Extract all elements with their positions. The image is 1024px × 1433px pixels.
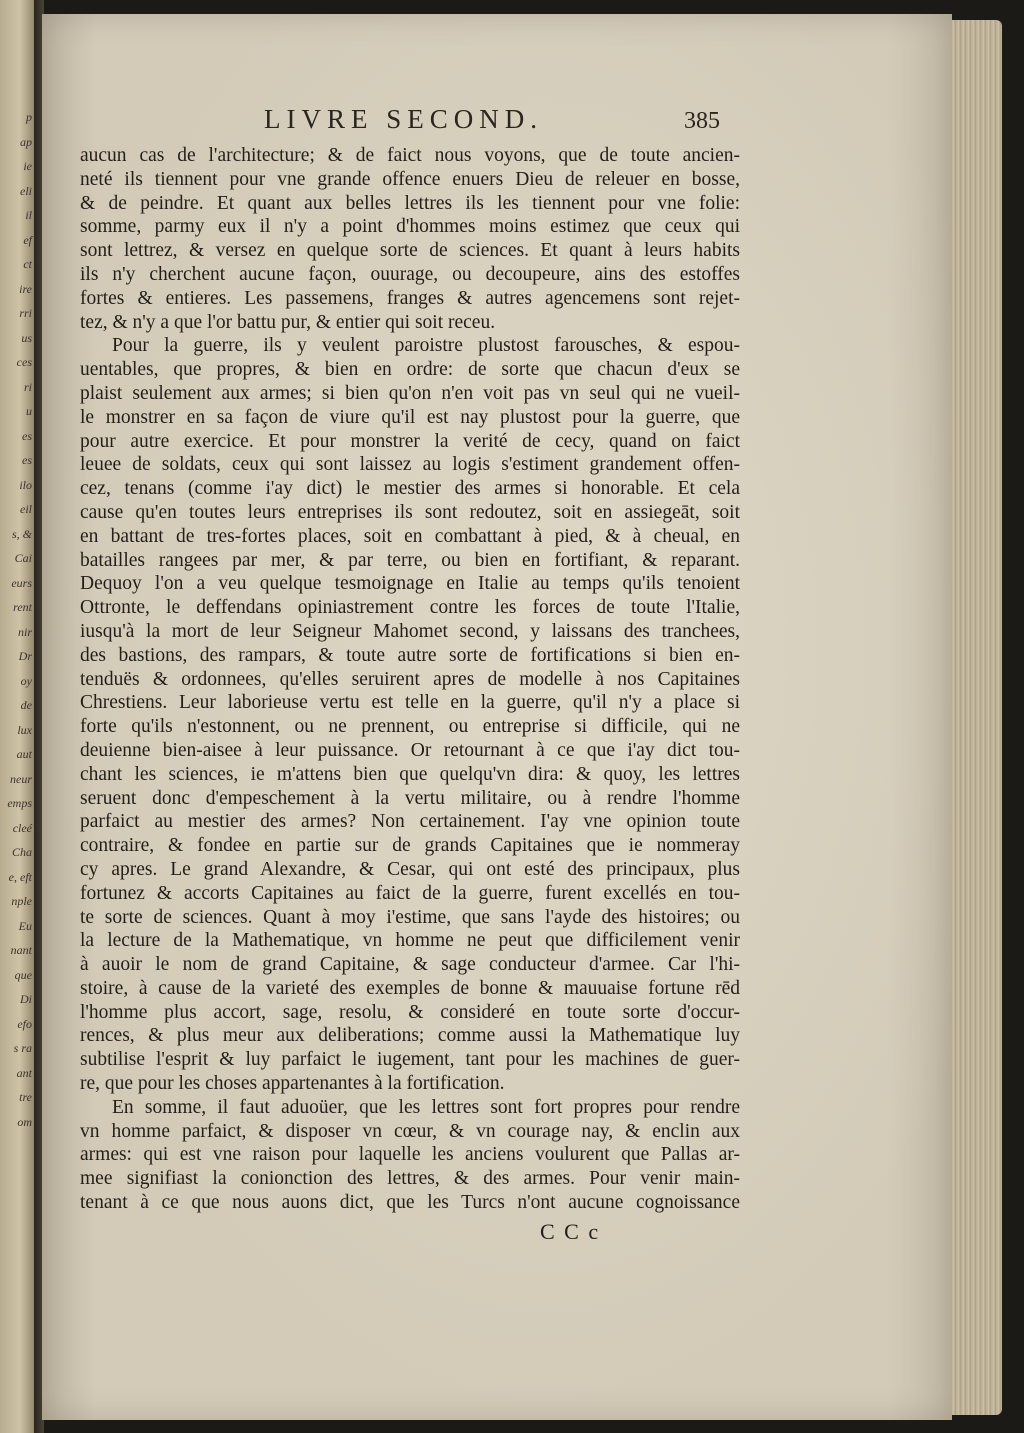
text-line: subtilise l'esprit & luy parfaict le iugement, tant pour les machines de guer- (80, 1049, 740, 1071)
facing-page-fragment: e, eft (8, 869, 32, 884)
facing-page-fragment: ant (16, 1065, 32, 1080)
text-line: Chrestiens. Leur laborieuse vertu est telle en la guerre, qu'il n'y a place si (80, 692, 740, 714)
text-line: cez, tenans (comme i'ay dict) le mestier des armes si honorable. Et cela (80, 478, 740, 500)
facing-page-fragment: nple (11, 894, 32, 908)
facing-page-fragment: Cai (14, 551, 32, 565)
text-line: seruent donc d'empeschement à la vertu militaire, ou à rendre l'homme (80, 787, 740, 809)
facing-page-fragment: neur (10, 771, 32, 786)
facing-page-fragment: u (26, 404, 32, 418)
text-line: à auoir le nom de grand Capitaine, & sage conducteur d'armee. Car l'hi- (80, 954, 740, 976)
facing-page-fragment: emps (7, 796, 32, 810)
facing-page-fragment: ap (20, 134, 32, 149)
text-line: la lecture de la Mathematique, vn homme ne peut que difficilement venir (80, 930, 740, 952)
text-line: rences, & plus meur aux deliberations; comme aussi la Mathematique luy (80, 1025, 740, 1047)
facing-page-fragment: ct (23, 257, 32, 271)
text-line: armes: qui est vne raison pour laquelle les anciens voulurent que Pallas ar- (80, 1144, 740, 1166)
facing-page-fragment: ie (23, 159, 32, 173)
facing-page-fragment: efo (17, 1016, 32, 1031)
text-line: ils n'y cherchent aucune façon, ouurage, ou decoupeure, ains des estoffes (80, 263, 740, 285)
text-line: iusqu'à la mort de leur Seigneur Mahomet second, y laissans des tranchees, (80, 620, 740, 642)
text-line: batailles rangees par mer, & par terre, ou bien en fortifiant, & reparant. (80, 549, 740, 571)
facing-page-fragment: cleé (12, 820, 32, 835)
facing-page-fragment: Dr (18, 649, 32, 663)
text-line: En somme, il faut aduoüer, que les lettres sont fort propres pour rendre (112, 1096, 740, 1118)
facing-page-fragment: eli (20, 183, 32, 198)
facing-page-fragment: rri (19, 306, 32, 320)
text-line: aucun cas de l'architecture; & de faict nous voyons, que de toute ancien- (80, 145, 740, 166)
text-line: fortunez & accorts Capitaines au faict de la guerre, furent excellés en tou- (80, 882, 740, 904)
facing-page-fragment: p (26, 110, 32, 124)
facing-page-fragment: ri (23, 379, 32, 394)
text-line: uentables, que propres, & bien en ordre: de sorte que chacun d'eux se (80, 359, 740, 381)
text-line: tenduës & ordonnees, qu'elles seruirent apres de modelle à nos Capitaines (80, 668, 740, 690)
text-line: tenant à ce que nous auons dict, que les Turcs n'ont aucune cognoissance (80, 1192, 740, 1214)
facing-page-fragment: Eu (18, 918, 32, 933)
text-line: re, que pour les choses appartenantes à la fortification. (80, 1073, 505, 1095)
text-line: cy apres. Le grand Alexandre, & Cesar, qui ont esté des principaux, plus (80, 858, 740, 880)
facing-page-fragment: es (22, 428, 32, 443)
text-line: neté ils tiennent pour vne grande offence enuers Dieu de releuer en bosse, (80, 168, 740, 190)
facing-page (0, 0, 36, 1433)
text-line: pour autre exercice. Et pour monstrer la verité de cecy, quand on faict (80, 430, 740, 452)
facing-page-fragment: us (21, 330, 32, 345)
page-edges (952, 20, 1002, 1415)
facing-page-fragment: ef (23, 232, 32, 247)
text-line: le monstrer en sa façon de viure qu'il est nay plustost pour la guerre, que (80, 406, 740, 428)
text-line: Ottronte, le deffendans opiniastrement contre les forces de toute l'Italie, (80, 597, 740, 619)
facing-page-fragment: es (22, 453, 32, 467)
facing-page-fragment: oy (20, 673, 32, 688)
facing-page-fragment: il (25, 208, 32, 222)
facing-page-fragment: que (14, 967, 32, 982)
text-line: forte qu'ils n'estonnent, ou ne prennent, ou entreprise si difficile, qui ne (80, 716, 740, 738)
facing-page-fragment: eil (20, 502, 32, 516)
facing-page-fragment: de (20, 698, 32, 712)
text-line: chant les sciences, ie m'attens bien que quelqu'vn dira: & quoy, les lettres (80, 763, 740, 785)
body-text (80, 144, 740, 1215)
text-line: vn homme parfaict, & disposer vn cœur, & vn courage nay, & enclin aux (80, 1120, 740, 1142)
page-header (42, 100, 952, 140)
text-line: somme, parmy eux il n'y a point d'hommes moins estimez que ceux qui (80, 216, 740, 238)
text-line: parfaict au mestier des armes? Non certainement. I'ay vne opinion toute (80, 811, 740, 833)
text-line: mee signifiast la conionction des lettres, & des armes. Pour venir main- (80, 1168, 740, 1190)
text-line: Pour la guerre, ils y veulent paroistre plustost farousches, & espou- (112, 335, 740, 357)
facing-page-fragment: lux (17, 722, 32, 737)
facing-page-fragment: om (17, 1114, 32, 1129)
text-line: plaist seulement aux armes; si bien qu'on n'en voit pas vn seul qui ne vueil- (80, 382, 740, 404)
facing-page-fragment: eurs (11, 575, 32, 590)
text-line: l'homme plus accort, sage, resolu, & consideré en toute sorte d'occur- (80, 1001, 740, 1023)
facing-page-fragment: aut (16, 747, 32, 761)
text-line: deuienne bien-aisee à leur puissance. Or retournant à ce que i'ay dict tou- (80, 739, 740, 761)
text-line: stoire, à cause de la varieté des exemples de bonne & mauuaise fortune rēd (80, 977, 740, 999)
text-line: contraire, & fondee en partie sur de grands Capitaines que ie nommeray (80, 835, 740, 857)
text-line: & de peindre. Et quant aux belles lettres ils les tiennent pour vne folie: (80, 192, 740, 214)
facing-page-fragment: s ra (13, 1041, 32, 1055)
facing-page-fragment: ilo (19, 477, 32, 492)
text-line: tez, & n'y a que l'or battu pur, & entier qui soit receu. (80, 311, 496, 333)
signature-mark: C C c (540, 1219, 601, 1244)
text-line: fortes & entieres. Les passemens, franges & autres agencemens sont rejet- (80, 287, 740, 309)
facing-page-fragment: s, & (11, 526, 32, 541)
text-line: en battant de tres-fortes places, soit en combattant à pied, & à cheual, en (80, 525, 740, 547)
text-line: te sorte de sciences. Quant à moy i'estime, que sans l'ayde des histoires; ou (80, 906, 740, 928)
text-line: Dequoy l'on a veu quelque tesmoignage en Italie au temps qu'ils tenoient (80, 573, 740, 595)
running-head: LIVRE SECOND. (264, 104, 543, 134)
text-line: cause qu'en toutes leurs entreprises ils sont redoutez, soit en assiegeāt, soit (80, 501, 740, 523)
facing-page-fragment: Di (20, 992, 32, 1006)
facing-page-fragment: nant (10, 943, 32, 957)
page-number: 385 (684, 108, 720, 134)
facing-page-fragment: rent (13, 600, 32, 614)
text-line: des bastions, des rampars, & toute autre sorte de fortifications si bien en- (80, 644, 740, 666)
book-page (42, 14, 952, 1420)
text-line: leuee de soldats, ceux qui sont laissez au logis s'estiment grandement offen- (80, 454, 740, 476)
facing-page-fragment: nir (17, 624, 32, 639)
facing-page-fragment: Cha (11, 845, 32, 859)
facing-page-fragment: ces (16, 355, 32, 369)
text-line: sont lettrez, & versez en quelque sorte de sciences. Et quant à leurs habits (80, 240, 740, 262)
facing-page-fragment: ire (19, 281, 32, 296)
facing-page-fragment: tre (19, 1090, 32, 1104)
